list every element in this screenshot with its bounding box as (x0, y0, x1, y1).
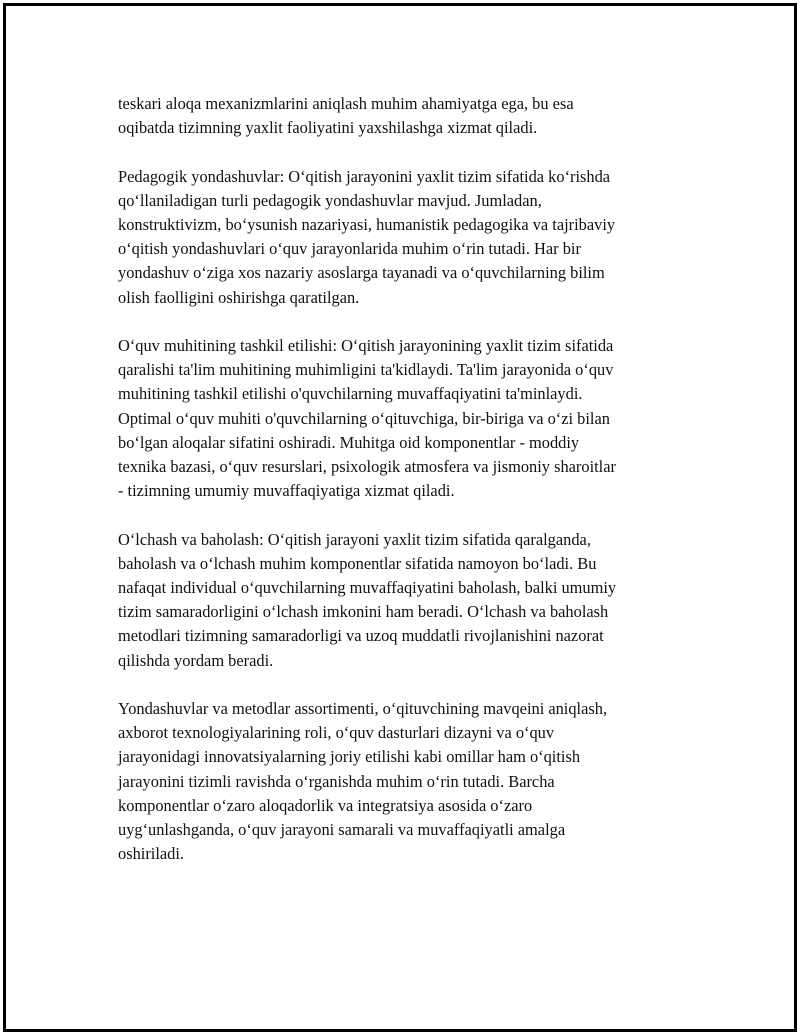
paragraph-learning-environment: O‘quv muhitining tashkil etilishi: O‘qitish jarayonining yaxlit tizim sifatida qaralishi ta'lim muhitining muhimligini ta'kidlaydi. Ta'lim jarayonida o‘quv muhitining tashkil etilishi o'quvchilarning muvaffaqiyatini ta'minlaydi. Optimal o‘quv muhiti o'quvchilarning o‘qituvchiga, bir-biriga va o‘zi bilan bo‘lgan aloqalar sifatini oshiradi. Muhitga oid komponentlar - moddiy texnika bazasi, o‘quv resurslari, psixologik atmosfera va jismoniy sharoitlar - tizimning umumiy muvaffaqiyatiga xizmat qiladi. (118, 336, 616, 501)
paragraph-measurement-assessment: O‘lchash va baholash: O‘qitish jarayoni yaxlit tizim sifatida qaralganda, baholash va o‘lchash muhim komponentlar sifatida namoyon bo‘ladi. Bu nafaqat individual o‘quvchilarning muvaffaqiyatini baholash, balki umumiy tizim samaradorligini o‘lchash imkonini ham beradi. O‘lchash va baholash metodlari tizimning samaradorligi va uzoq muddatli rivojlanishini nazorat qilishda yordam beradi. (118, 529, 617, 670)
paragraph-approaches-methods: Yondashuvlar va metodlar assortimenti, o‘qituvchining mavqeini aniqlash, axborot texnologiyalarining roli, o‘quv dasturlari dizayni va o‘quv jarayonidagi innovatsiyalarning joriy etilishi kabi omillar ham o‘qitish jarayonini tizimli ravishda o‘rganishda muhim o‘rin tutadi. Barcha komponentlar o‘zaro aloqadorlik va integratsiya asosida o‘zaro uyg‘unlashganda, o‘quv jarayoni samarali va muvaffaqiyatli amalga oshiriladi. (118, 699, 608, 864)
document-body (118, 92, 688, 891)
paragraph-feedback-continuation: teskari aloqa mexanizmlarini aniqlash muhim ahamiyatga ega, bu esa oqibatda tizimning yaxlit faoliyatini yaxshilashga xizmat qiladi. (118, 94, 574, 138)
paragraph-pedagogical-approaches: Pedagogik yondashuvlar: O‘qitish jarayonini yaxlit tizim sifatida ko‘rishda qo‘llaniladigan turli pedagogik yondashuvlar mavjud. Jumladan, konstruktivizm, bo‘ysunish nazariyasi, humanistik pedagogika va tajribaviy o‘qitish yondashuvlari o‘quv jarayonlarida muhim o‘rin tutadi. Har bir yondashuv o‘ziga xos nazariy asoslarga tayanadi va o‘quvchilarning bilim olish faolligini oshirishga qaratilgan. (118, 166, 616, 307)
